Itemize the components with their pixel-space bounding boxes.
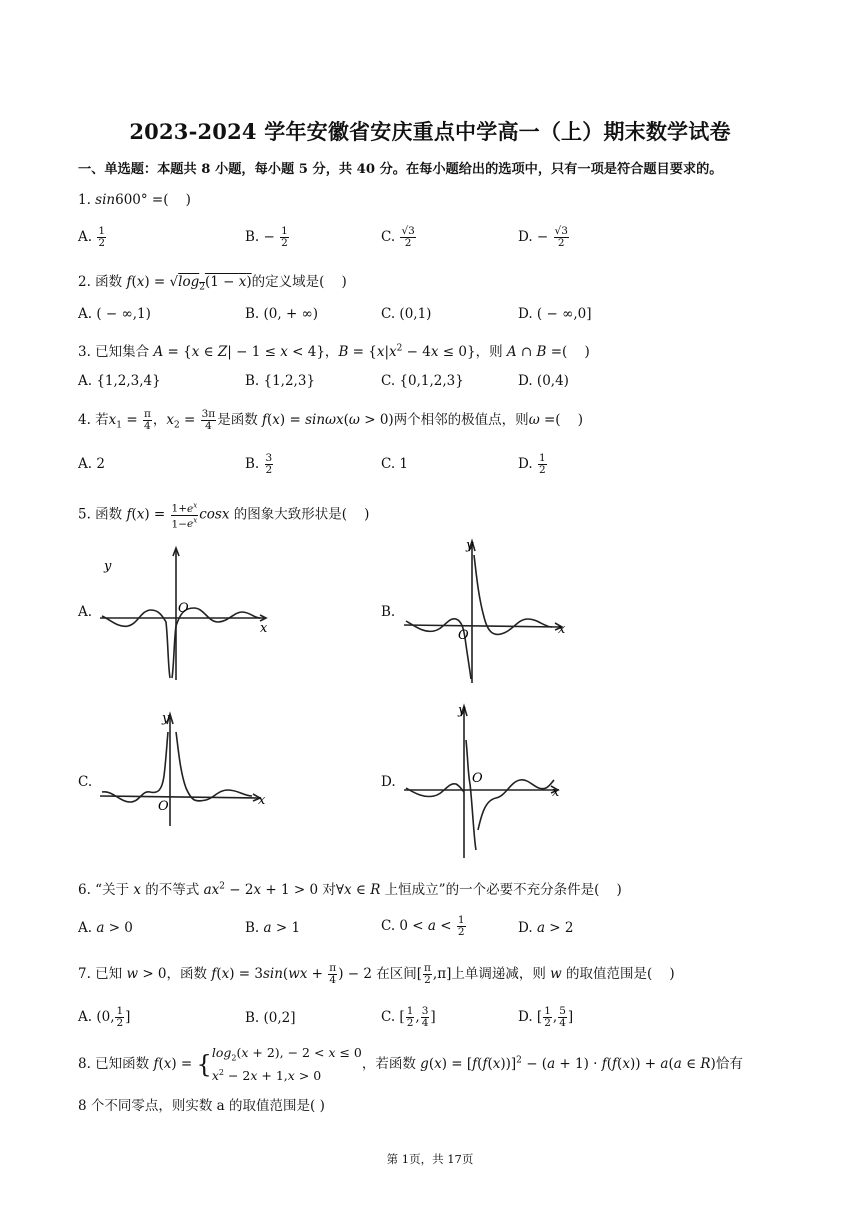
curve-right <box>474 555 552 634</box>
q2-option-a[interactable]: A. ( − ∞,1) <box>78 306 151 322</box>
graph-option-d <box>400 700 575 860</box>
x-label: x <box>260 621 268 636</box>
origin-label: O <box>472 771 483 786</box>
q7-option-b[interactable]: B. (0,2] <box>245 1010 296 1026</box>
q7-option-c[interactable]: C. [ $\frac{1}{2}$ , $\frac{3}{4}$ ] <box>381 1005 436 1029</box>
question-5: 5. 函数 f(x) = $\frac{1+e^x}{1-e^x}$ cosx 的图象大致形状是( ) <box>78 501 370 530</box>
q6-option-a[interactable]: A. a > 0 <box>78 920 133 936</box>
x-label: x <box>552 785 560 800</box>
graph-option-a <box>96 540 276 685</box>
q5-option-d-label[interactable]: D. <box>381 774 396 790</box>
question-2: 2. 函数 $f(x) = √\log_2(1 - x)$的定义域是( ) <box>78 274 347 293</box>
y-label: y <box>162 711 170 726</box>
q6-option-d[interactable]: D. a > 2 <box>518 920 574 936</box>
y-label: y <box>458 703 466 718</box>
question-6: 6. “关于 x 的不等式 $ax^2 - 2x + 1 > 0$ 对∀x ∈ R 上恒成立”的一个必要不充分条件是( ) <box>78 881 622 898</box>
x-label: x <box>258 793 266 808</box>
curve-right <box>478 780 554 830</box>
question-8: 8. 已知函数 $f(x) = \{\log_2(x + 2)$, − 2 < x ≤ 0 $x^2 - 2x + 1,x > 0$，若函数 $g(x) = [f(f(x))]^2 - (a + 1) \cdot f(f(x)) + a(a$ ∈ R)恰有 <box>78 1045 743 1083</box>
q1-option-a[interactable]: A. $\frac{1}{2}$ <box>78 225 106 249</box>
q2-option-d[interactable]: D. ( − ∞,0] <box>518 306 592 322</box>
question-4: 4. 若$x_1$ = $\frac{\pi}{4}$ ，$x_2$ = $\frac{3\pi}{4}$ 是函数 f(x) = sinωx(ω > 0)两个相邻的极值点，则ω =( ) <box>78 408 584 432</box>
q3-option-a[interactable]: A. {1,2,3,4} <box>78 373 161 389</box>
origin-label: O <box>158 799 169 814</box>
q5-option-a-label[interactable]: A. <box>78 604 93 620</box>
q3-option-b[interactable]: B. {1,2,3} <box>245 373 316 389</box>
y-label: y <box>466 538 474 553</box>
q7-option-a[interactable]: A. (0, $\frac{1}{2}$ ] <box>78 1005 131 1029</box>
q4-option-a[interactable]: A. 2 <box>78 456 105 472</box>
curve-spike <box>466 740 476 850</box>
q6-option-b[interactable]: B. a > 1 <box>245 920 301 936</box>
question-1: 1. sin600° =( ) <box>78 192 191 208</box>
section-heading: 一、单选题：本题共 8 小题，每小题 5 分，共 40 分。在每小题给出的选项中，只有一项是符合题目要求的。 <box>78 162 723 177</box>
q2-option-b[interactable]: B. (0, + ∞) <box>245 306 319 322</box>
q5-option-b-label[interactable]: B. <box>381 604 396 620</box>
page-title: 2023-2024 学年安徽省安庆重点中学高一（上）期末数学试卷 <box>129 119 731 144</box>
q5-option-c-label[interactable]: C. <box>78 774 93 790</box>
question-8-line2: 8 个不同零点，则实数 a 的取值范围是( ) <box>78 1098 325 1114</box>
x-axis <box>100 796 258 798</box>
q3-option-d[interactable]: D. (0,4) <box>518 373 569 389</box>
question-3: 3. 已知集合 A = {x ∈ Z| − 1 ≤ x < 4}，$B = \{x|x^2 - 4x \le 0\}$，则 A ∩ B =( ) <box>78 343 590 360</box>
q4-option-d[interactable]: D. $\frac{1}{2}$ <box>518 452 546 476</box>
q4-option-b[interactable]: B. $\frac{3}{2}$ <box>245 452 273 476</box>
curve-right <box>176 732 252 801</box>
question-7: 7. 已知 w > 0，函数 f(x) = 3sin(wx + $\frac{\pi}{4}$ ) − 2 在区间[ $\frac{\pi}{2}$ ,π]上单调递减，则 w 的取值范围是( ) <box>78 962 675 986</box>
q3-option-c[interactable]: C. {0,1,2,3} <box>381 373 464 389</box>
q2-option-c[interactable]: C. (0,1) <box>381 306 432 322</box>
q6-option-c[interactable]: C. 0 < a < $\frac{1}{2}$ <box>381 914 465 938</box>
x-axis <box>404 625 560 627</box>
origin-label: O <box>458 628 469 643</box>
q1-option-d[interactable]: D. − $\frac{√3}{2}$ <box>518 225 568 249</box>
q1-option-b[interactable]: B. − $\frac{1}{2}$ <box>245 225 288 249</box>
y-label: y <box>104 559 112 574</box>
q7-option-d[interactable]: D. [ $\frac{1}{2}$ , $\frac{5}{4}$ ] <box>518 1005 574 1029</box>
curve-left <box>102 732 168 802</box>
graph-option-c <box>96 706 276 831</box>
x-label: x <box>558 622 566 637</box>
page-footer: 第 1页，共 17页 <box>386 1152 474 1166</box>
q4-option-c[interactable]: C. 1 <box>381 456 409 472</box>
q1-option-c[interactable]: C. $\frac{√3}{2}$ <box>381 225 415 249</box>
curve-left <box>102 610 170 678</box>
graph-option-b <box>400 535 575 685</box>
origin-label: O <box>178 601 189 616</box>
